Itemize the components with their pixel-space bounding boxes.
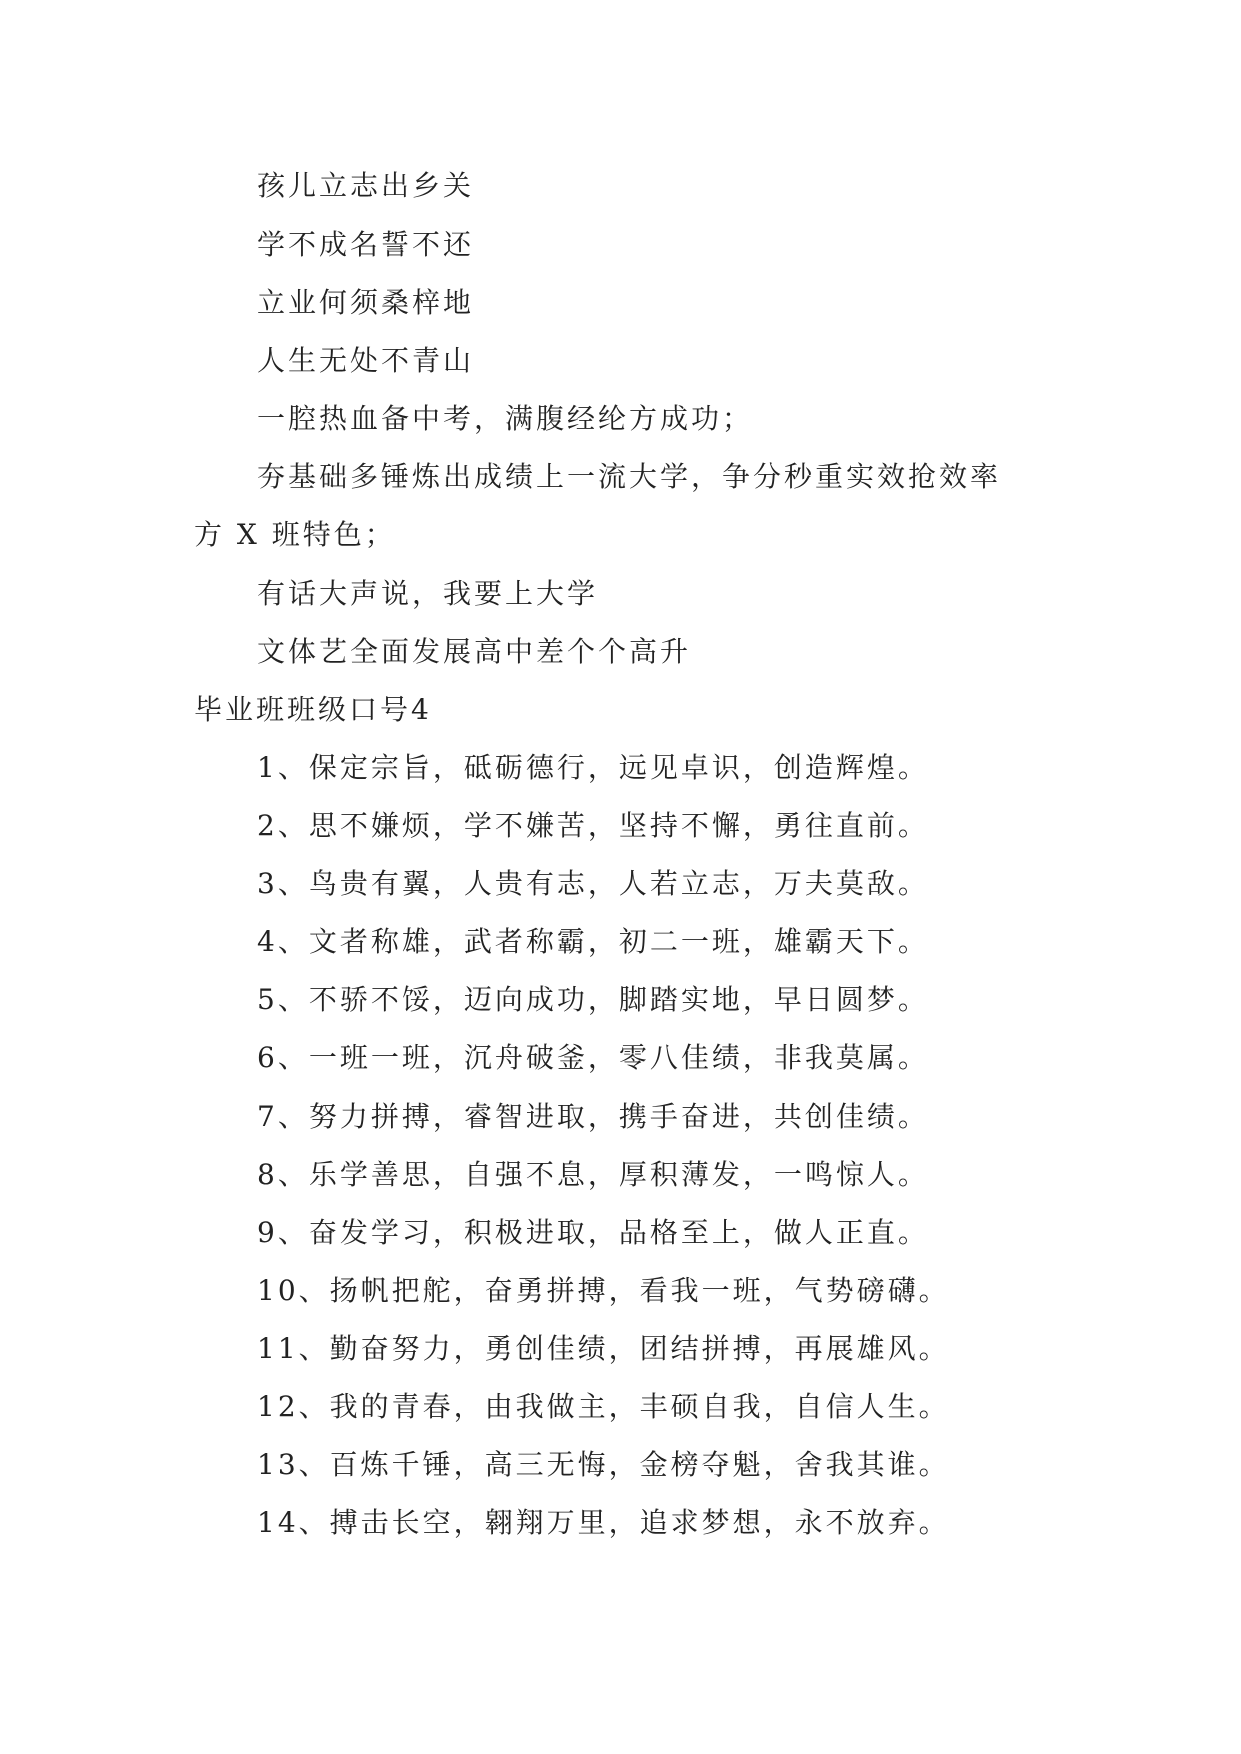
list-item: 3、鸟贵有翼，人贵有志，人若立志，万夫莫敌。 xyxy=(257,867,929,900)
slogan-line-continuation: 方 X 班特色； xyxy=(194,518,396,551)
list-item: 6、一班一班，沉舟破釜，零八佳绩，非我莫属。 xyxy=(257,1041,929,1074)
poem-line: 立业何须桑梓地 xyxy=(257,286,475,319)
list-item: 12、我的青春，由我做主，丰硕自我，自信人生。 xyxy=(257,1390,950,1423)
slogan-line: 有话大声说，我要上大学 xyxy=(257,577,599,610)
list-item: 14、搏击长空，翱翔万里，追求梦想，永不放弃。 xyxy=(257,1506,950,1539)
poem-line: 学不成名誓不还 xyxy=(257,228,475,261)
slogan-line: 夯基础多锤炼出成绩上一流大学，争分秒重实效抢效率 xyxy=(257,460,1002,493)
list-item: 7、努力拼搏，睿智进取，携手奋进，共创佳绩。 xyxy=(257,1100,929,1133)
slogan-line: 文体艺全面发展高中差个个高升 xyxy=(257,635,692,668)
list-item: 4、文者称雄，武者称霸，初二一班，雄霸天下。 xyxy=(257,925,929,958)
list-item: 13、百炼千锤，高三无悔，金榜夺魁，舍我其谁。 xyxy=(257,1448,950,1481)
list-item: 8、乐学善思，自强不息，厚积薄发，一鸣惊人。 xyxy=(257,1158,929,1191)
list-item: 11、勤奋努力，勇创佳绩，团结拼搏，再展雄风。 xyxy=(257,1332,950,1365)
list-item: 9、奋发学习，积极进取，品格至上，做人正直。 xyxy=(257,1216,929,1249)
poem-line: 人生无处不青山 xyxy=(257,344,475,377)
slogan-line: 一腔热血备中考，满腹经纶方成功； xyxy=(257,402,754,435)
list-item: 5、不骄不馁，迈向成功，脚踏实地，早日圆梦。 xyxy=(257,983,929,1016)
section-title: 毕业班班级口号4 xyxy=(194,693,432,726)
list-item: 10、扬帆把舵，奋勇拼搏，看我一班，气势磅礴。 xyxy=(257,1274,950,1307)
list-item: 2、思不嫌烦，学不嫌苦，坚持不懈，勇往直前。 xyxy=(257,809,929,842)
poem-line: 孩儿立志出乡关 xyxy=(257,169,475,202)
list-item: 1、保定宗旨，砥砺德行，远见卓识，创造辉煌。 xyxy=(257,751,929,784)
